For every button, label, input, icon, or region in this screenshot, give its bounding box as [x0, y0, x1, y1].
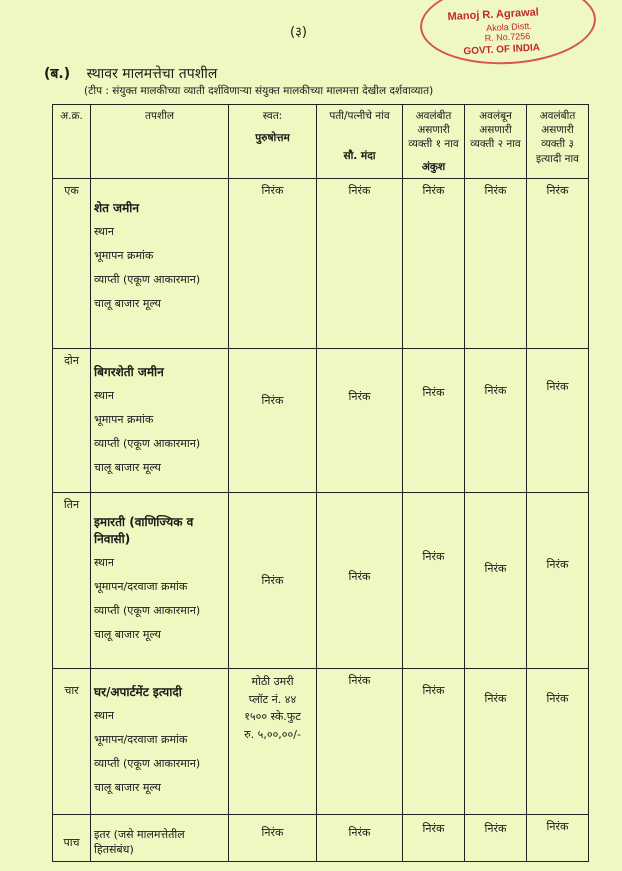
row-dependent-2: निरंक: [465, 815, 527, 862]
table-row: [53, 669, 589, 815]
row-details: घर/अपार्टमेंट इत्यादी स्थान भूमापन/दरवाजा क्रमांक व्याप्ती (एकूण आकारमान) चालू बाजार मूल्य: [91, 669, 229, 815]
row-spouse: निरंक: [317, 815, 403, 862]
table-row: [53, 493, 589, 669]
row-self: निरंक: [229, 493, 317, 669]
stamp-district: Akola Distt.: [485, 20, 532, 34]
row-self: निरंक: [229, 815, 317, 862]
row-details: बिगरशेती जमीन स्थान भूमापन क्रमांक व्याप्ती (एकूण आकारमान) चालू बाजार मूल्य: [91, 349, 229, 493]
row-self: निरंक: [229, 349, 317, 493]
row-spouse: निरंक: [317, 493, 403, 669]
row-serial: तिन: [53, 493, 91, 669]
page-number: (३): [290, 25, 307, 40]
section-note: (टीप : संयुक्त मालकीच्या व्याती दर्शविणाऱ्या संयुक्त मालकीच्या मालमत्ता देखील दर्शवाव्यात): [84, 85, 434, 97]
immovable-assets-table: [52, 104, 589, 862]
table-row: [53, 179, 589, 349]
row-spouse: निरंक: [317, 179, 403, 349]
row-details: इमारती (वाणिज्यिक व निवासी) स्थान भूमापन/दरवाजा क्रमांक व्याप्ती (एकूण आकारमान) चालू बाजार मूल्य: [91, 493, 229, 669]
spouse-name: सौ. मंदा: [343, 150, 376, 163]
row-dependent-1: निरंक: [403, 815, 465, 862]
row-dependent-3: निरंक: [527, 493, 589, 669]
table-header-row: [53, 105, 589, 179]
row-dependent-1: निरंक: [403, 669, 465, 815]
table-row: [53, 349, 589, 493]
row-dependent-3: निरंक: [527, 669, 589, 815]
row-serial: चार: [53, 669, 91, 815]
stamp-govt: GOVT. OF INDIA: [463, 42, 541, 58]
row-dependent-3: निरंक: [527, 815, 589, 862]
row-dependent-1: निरंक: [403, 179, 465, 349]
row-dependent-2: निरंक: [465, 669, 527, 815]
row-dependent-2: निरंक: [465, 349, 527, 493]
row-self: निरंक: [229, 179, 317, 349]
header-dependent-1: अवलंबीत असणारी व्यक्ती १ नाव अंकुश: [403, 105, 465, 179]
section-title: स्थावर मालमत्तेचा तपशील: [86, 66, 218, 82]
row-serial: एक: [53, 179, 91, 349]
row-dependent-2: निरंक: [465, 493, 527, 669]
dependent-1-name: अंकुश: [421, 160, 446, 173]
header-dependent-3: अवलंबीत असणारी व्यक्ती ३ इत्यादी नाव: [527, 105, 589, 179]
header-dependent-2: अवलंबून असणारी व्यक्ती २ नाव: [465, 105, 527, 179]
stamp-reg-no: R. No.7256: [484, 30, 531, 44]
row-dependent-3: निरंक: [527, 179, 589, 349]
row-serial: दोन: [53, 349, 91, 493]
row-spouse: निरंक: [317, 349, 403, 493]
row-spouse: निरंक: [317, 669, 403, 815]
row-dependent-2: निरंक: [465, 179, 527, 349]
section-heading: [44, 64, 217, 83]
row-dependent-1: निरंक: [403, 349, 465, 493]
header-serial: अ.क्र.: [53, 105, 91, 179]
row-serial: पाच: [53, 815, 91, 862]
header-details: तपशील: [91, 105, 229, 179]
self-name: पुरुषोत्तम: [255, 132, 290, 145]
table-row: [53, 815, 589, 862]
header-spouse: पती/पत्नीचे नांव सौ. मंदा: [317, 105, 403, 179]
stamp-name: Manoj R. Agrawal: [447, 6, 540, 24]
row-dependent-3: निरंक: [527, 349, 589, 493]
row-details: इतर (जसे मालमत्तेतील हितसंबंध): [91, 815, 229, 862]
official-stamp: [418, 0, 598, 69]
header-self: स्वत: पुरुषोत्तम: [229, 105, 317, 179]
section-label: (ब.): [44, 66, 71, 82]
row-dependent-1: निरंक: [403, 493, 465, 669]
row-self: मोठी उमरी प्लॉट नं. ४४ १५०० स्के.फुट रु. ५,००,००/-: [229, 669, 317, 815]
row-details: शेत जमीन स्थान भूमापन क्रमांक व्याप्ती (एकूण आकारमान) चालू बाजार मूल्य: [91, 179, 229, 349]
